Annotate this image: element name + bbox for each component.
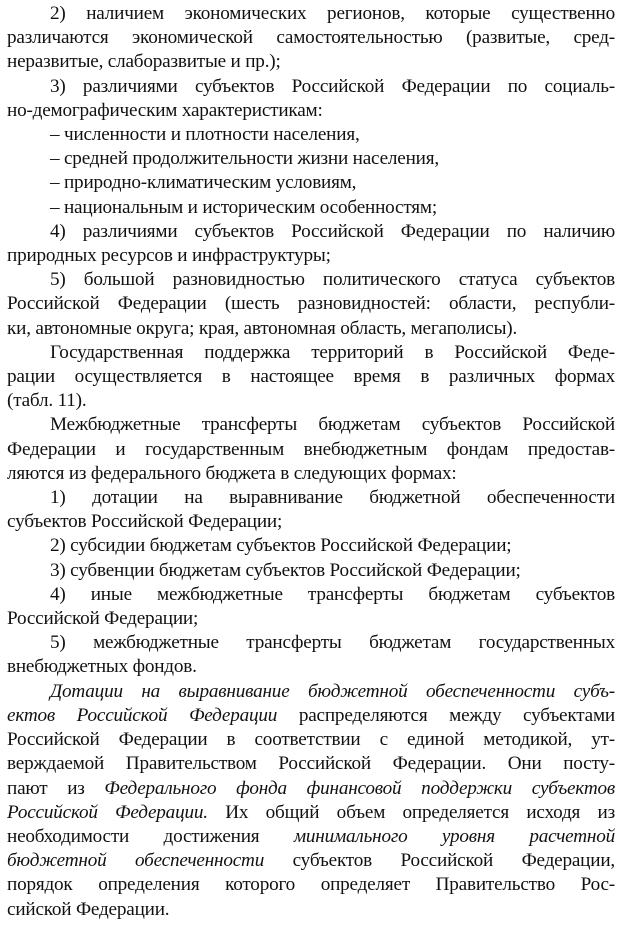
text-line: 5) большой разновидностью политического статуса субъектов — [50, 269, 615, 291]
text-line: ляются из федерального бюджета в следующих формах: — [7, 462, 457, 484]
text-line: – средней продолжительности жизни населения, — [50, 148, 439, 170]
text-line: 3) субвенции бюджетам субъектов Российской Федерации; — [50, 559, 521, 581]
text-line: Межбюджетные трансферты бюджетам субъектов Российской — [50, 414, 615, 436]
document-body — [7, 2, 615, 680]
text-line: (табл. 11). — [7, 390, 87, 412]
text-line: – национальным и историческим особенностям; — [50, 196, 437, 218]
text-line: Российской Федерации в соответствии с единой методикой, ут- — [7, 729, 615, 751]
text-line: Российской Федерации (шесть разновидностей: области, республи- — [7, 293, 615, 315]
text-line: – природно-климатическим условиям, — [50, 172, 357, 194]
text-line: 3) различиями субъектов Российской Федерации по социаль- — [50, 75, 615, 97]
text-line: Российской Федерации. Их общий объем определяется исходя из — [7, 801, 615, 823]
text-line: неразвитые, слаборазвитые и пр.); — [7, 51, 281, 73]
text-line: Российской Федерации; — [7, 608, 199, 630]
text-line: пают из Федерального фонда финансовой поддержки субъектов — [7, 777, 616, 799]
text-line: ки, автономные округа; края, автономная область, мегаполисы). — [7, 317, 518, 339]
text-line: бюджетной обеспеченности субъектов Российской Федерации, — [7, 850, 615, 872]
text-line: 2) наличием экономических регионов, которые существенно — [50, 3, 615, 24]
text-line: – численности и плотности населения, — [50, 124, 360, 146]
text-line: субъектов Российской Федерации; — [7, 511, 283, 533]
text-line: Федерации и государственным внебюджетным фондам предостав- — [7, 438, 615, 460]
text-line: рации осуществляется в настоящее время в различных формах — [7, 366, 615, 388]
text-line: природных ресурсов и инфраструктуры; — [7, 245, 331, 267]
text-line: внебюджетных фондов. — [7, 656, 197, 678]
text-line: порядок определения которого определяет Правительство Рос- — [7, 874, 615, 896]
text-line: 2) субсидии бюджетам субъектов Российской Федерации; — [50, 535, 512, 557]
text-line: 4) иные межбюджетные трансферты бюджетам субъектов — [50, 583, 615, 605]
text-line: 4) различиями субъектов Российской Федерации по наличию — [50, 220, 615, 242]
text-line: 1) дотации на выравнивание бюджетной обеспеченности — [50, 487, 615, 509]
text-line: ектов Российской Федерации распределяются между субъектами — [7, 704, 615, 726]
final-paragraph — [7, 680, 615, 922]
text-line: Дотации на выравнивание бюджетной обеспеченности субъ- — [50, 680, 615, 702]
text-line: Государственная поддержка территорий в Российской Феде- — [50, 341, 615, 363]
text-line: необходимости достижения минимального уровня расчетной — [7, 825, 615, 847]
text-line: 5) межбюджетные трансферты бюджетам государственных — [50, 632, 615, 654]
text-line: различаются экономической самостоятельностью (развитые, сред- — [7, 27, 615, 49]
text-line: сийской Федерации. — [7, 898, 170, 920]
text-line: но-демографическим характеристикам: — [7, 99, 323, 121]
text-line: верждаемой Правительством Российской Федерации. Они посту- — [7, 753, 615, 775]
